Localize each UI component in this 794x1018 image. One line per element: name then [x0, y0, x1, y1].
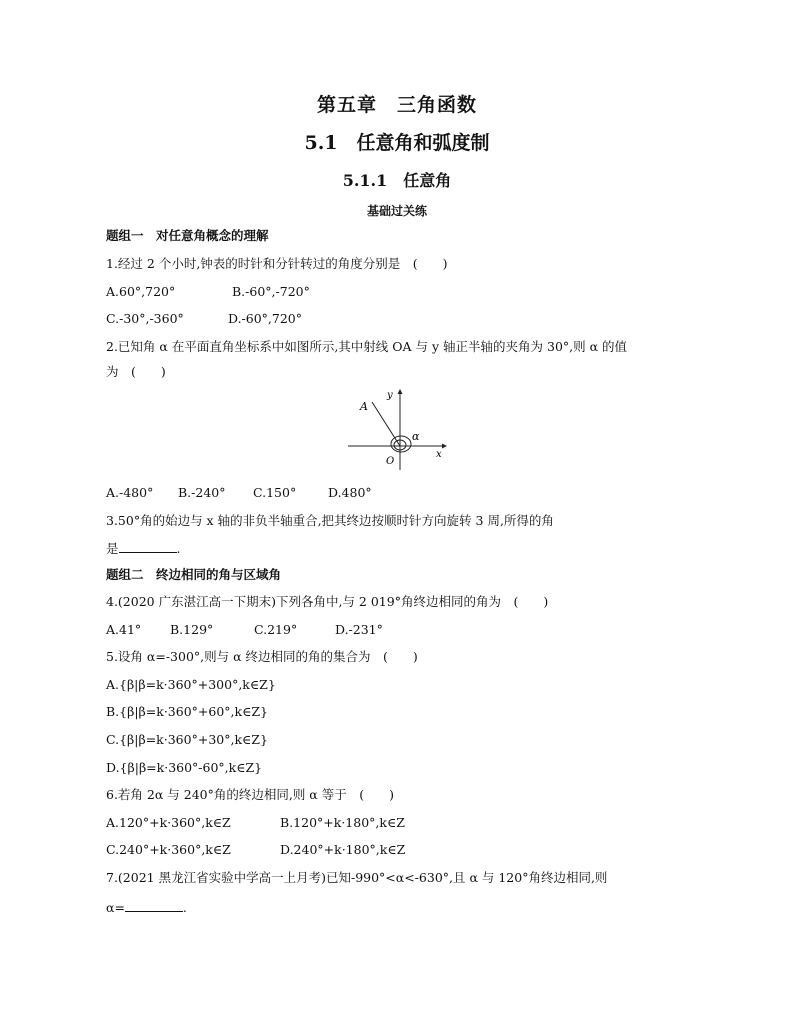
question-7-stem: 7.(2021 黑龙江省实验中学高一上月考)已知-990°<α<-630°,且 α 与 120°角终边相同,则: [106, 870, 608, 885]
section-title: 5.1 任意角和弧度制: [304, 132, 490, 154]
label-o: O: [386, 456, 395, 467]
label-a: A: [360, 400, 368, 413]
question-2-stem-cont: 为 ( ): [106, 364, 166, 379]
question-1-option-c: C.-30°,-360°: [106, 311, 184, 326]
question-2-options: [106, 485, 372, 501]
question-6-option-b: B.120°+k·180°,k∈Z: [280, 815, 405, 830]
question-2-option-a: A.-480°: [106, 485, 154, 500]
question-6-option-c: C.240°+k·360°,k∈Z: [106, 842, 231, 857]
question-7-answer-blank[interactable]: [125, 899, 183, 912]
question-6-options-row-1: [106, 815, 405, 831]
question-6-option-d: D.240°+k·180°,k∈Z: [280, 842, 406, 857]
question-4-option-a: A.41°: [106, 622, 142, 637]
question-5-option-b: B.{β|β=k·360°+60°,k∈Z}: [106, 704, 268, 719]
question-2-figure: [340, 384, 450, 474]
question-3-stem: 3.50°角的始边与 x 轴的非负半轴重合,把其终边按顺时针方向旋转 3 周,所得的角: [106, 513, 554, 528]
question-6-option-a: A.120°+k·360°,k∈Z: [106, 815, 231, 830]
practice-level: 基础过关练: [366, 204, 427, 218]
question-4-stem: 4.(2020 广东湛江高一下期末)下列各角中,与 2 019°角终边相同的角为 ( ): [106, 594, 549, 609]
question-1-options-row-1: [106, 284, 310, 300]
question-4-options: [106, 622, 383, 638]
question-5-stem: 5.设角 α=-300°,则与 α 终边相同的角的集合为 ( ): [106, 649, 418, 664]
question-3-answer-blank[interactable]: [119, 540, 177, 553]
question-6-options-row-2: [106, 842, 405, 858]
y-axis-arrow: [398, 389, 403, 394]
subsection-title: 5.1.1 任意角: [342, 171, 452, 190]
label-y: y: [387, 390, 393, 401]
question-5-option-d: D.{β|β=k·360°-60°,k∈Z}: [106, 760, 263, 775]
label-alpha: α: [412, 430, 420, 443]
question-2-stem: 2.已知角 α 在平面直角坐标系中如图所示,其中射线 OA 与 y 轴正半轴的夹角为 30°,则 α 的值: [106, 339, 628, 354]
ray-oa: [372, 402, 400, 446]
question-4-option-b: B.129°: [170, 622, 214, 637]
question-3-stem-cont: 是 .: [106, 541, 181, 556]
question-2-option-b: B.-240°: [178, 485, 226, 500]
x-axis-arrow: [442, 444, 447, 449]
question-2-option-d: D.480°: [328, 485, 372, 500]
question-7-stem-cont: α= .: [106, 900, 187, 915]
group-1-title: 题组一 对任意角概念的理解: [106, 228, 269, 243]
question-1-options-row-2: [106, 311, 302, 327]
question-1-option-b: B.-60°,-720°: [232, 284, 310, 299]
group-2-title: 题组二 终边相同的角与区域角: [106, 567, 282, 582]
question-5-option-c: C.{β|β=k·360°+30°,k∈Z}: [106, 732, 268, 747]
question-4-option-d: D.-231°: [335, 622, 383, 637]
chapter-title: 第五章 三角函数: [316, 94, 477, 116]
question-2-option-c: C.150°: [253, 485, 297, 500]
question-1-stem: 1.经过 2 个小时,钟表的时针和分针转过的角度分别是 ( ): [106, 256, 448, 271]
question-6-stem: 6.若角 2α 与 240°角的终边相同,则 α 等于 ( ): [106, 787, 394, 802]
question-5-option-a: A.{β|β=k·360°+300°,k∈Z}: [106, 677, 276, 692]
question-4-option-c: C.219°: [254, 622, 298, 637]
question-1-option-d: D.-60°,720°: [228, 311, 303, 326]
question-1-option-a: A.60°,720°: [106, 284, 176, 299]
label-x: x: [436, 449, 442, 460]
